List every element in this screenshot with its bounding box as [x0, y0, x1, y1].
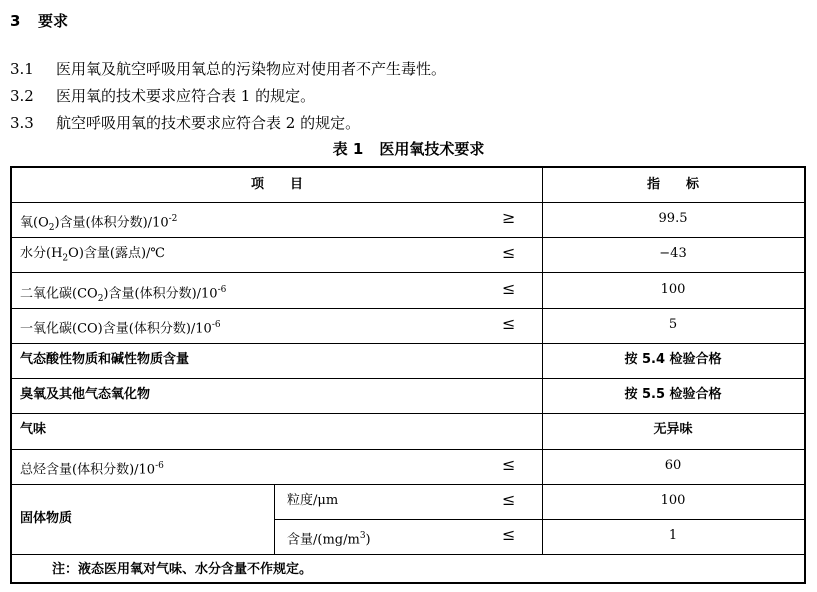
table-title: 医用氧技术要求 — [379, 140, 485, 158]
value-odor: 无异味 — [653, 422, 693, 437]
row-divider — [12, 308, 804, 309]
value-acid-base: 按 5.4 检验合格 — [624, 352, 722, 367]
row-divider — [12, 554, 804, 555]
row-divider — [12, 237, 804, 238]
value-ozone: 按 5.5 检验合格 — [624, 387, 722, 402]
table-number: 表 1 — [332, 140, 364, 158]
operator: ≥ — [502, 208, 516, 227]
value-hydrocarbon: 60 — [664, 458, 682, 473]
item-acid-base: 气态酸性物质和碱性物质含量 — [20, 352, 190, 367]
item-particle-size: 粒度/μm — [287, 493, 339, 508]
section-heading — [10, 10, 68, 31]
row-divider — [12, 343, 804, 344]
operator: ≤ — [502, 243, 516, 262]
row-divider — [12, 272, 804, 273]
item-odor: 气味 — [20, 422, 47, 437]
table-caption — [0, 138, 817, 159]
value-co-content: 5 — [668, 317, 678, 332]
header-item: 项 目 — [250, 177, 304, 192]
item-solid-content: 含量$/(mg/m^3)$ — [287, 531, 371, 548]
operator: ≤ — [502, 279, 516, 298]
operator: ≤ — [502, 455, 516, 474]
item-co-content: 一氧化碳(CO)含量(体积分数)$/10^{-6}$ — [20, 320, 221, 337]
clause-text: 医用氧的技术要求应符合表 1 的规定。 — [56, 87, 316, 105]
item-solids: 固体物质 — [20, 511, 73, 526]
row-divider — [274, 519, 804, 520]
value-solid-content: 1 — [668, 528, 678, 543]
row-divider — [12, 484, 804, 485]
item-water-content: 水分$(H_2O)$含量(露点)/℃ — [20, 246, 165, 264]
clause-text: 航空呼吸用氧的技术要求应符合表 2 的规定。 — [56, 114, 361, 132]
item-oxygen-content: 氧$(O_2)$含量(体积分数)$/10^{-2}$ — [20, 214, 178, 233]
column-divider — [542, 168, 543, 554]
section-title: 要求 — [38, 12, 69, 30]
row-divider — [12, 378, 804, 379]
item-hydrocarbon: 总烃含量(体积分数)$/10^{-6}$ — [20, 461, 164, 478]
operator: ≤ — [502, 525, 516, 544]
clause-3-3 — [10, 112, 360, 133]
value-particle-size: 100 — [660, 493, 686, 508]
operator: ≤ — [502, 314, 516, 333]
value-oxygen-content: 99.5 — [658, 211, 688, 226]
operator: ≤ — [502, 490, 516, 509]
row-divider — [12, 449, 804, 450]
clause-3-1 — [10, 58, 446, 79]
requirements-table — [10, 166, 806, 584]
clause-number: 3.1 — [10, 60, 34, 78]
clause-text: 医用氧及航空呼吸用氧总的污染物应对使用者不产生毒性。 — [56, 60, 447, 78]
section-number: 3 — [10, 12, 21, 30]
item-co2-content: 二氧化碳$(CO_2)$含量(体积分数)$/10^{-6}$ — [20, 285, 227, 304]
row-divider — [12, 202, 804, 203]
clause-number: 3.3 — [10, 114, 34, 132]
value-water-content: −43 — [659, 246, 687, 261]
value-co2-content: 100 — [660, 282, 686, 297]
clause-3-2 — [10, 85, 315, 106]
header-index: 指 标 — [646, 177, 700, 192]
item-ozone: 臭氧及其他气态氧化物 — [20, 387, 151, 402]
table-note: 注：液态医用氧对气味、水分含量不作规定。 — [52, 562, 313, 577]
clause-number: 3.2 — [10, 87, 34, 105]
row-divider — [12, 413, 804, 414]
column-divider — [274, 484, 275, 554]
